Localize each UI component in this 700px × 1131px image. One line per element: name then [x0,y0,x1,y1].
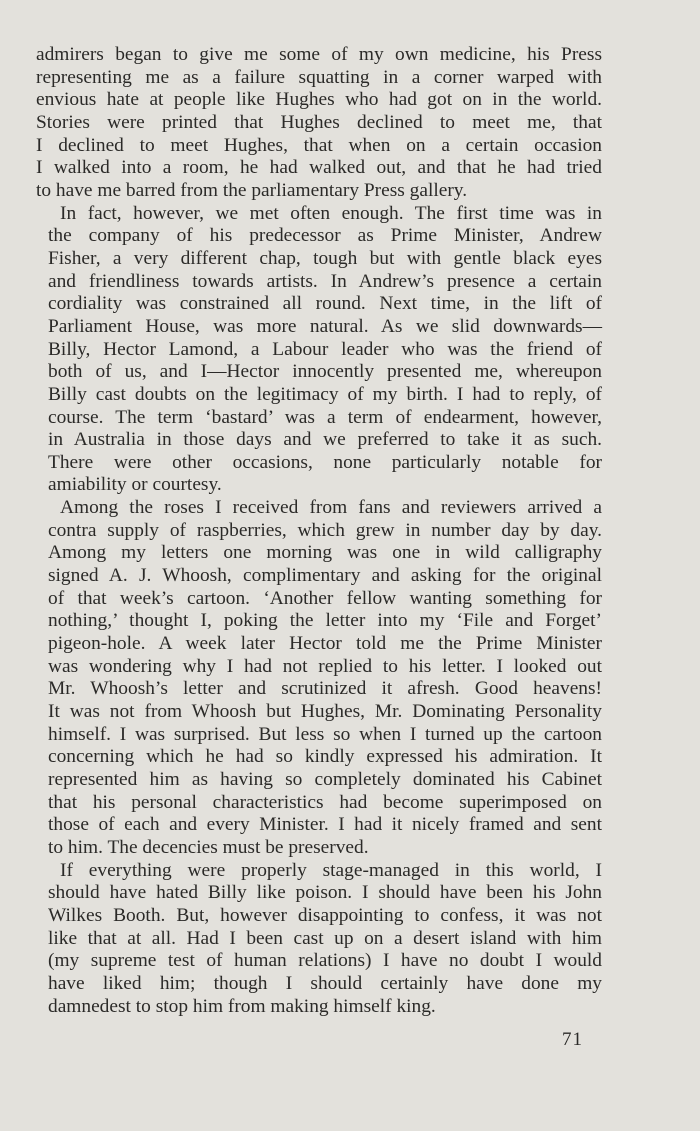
text-line: It was not from Whoosh but Hughes, Mr. Dominating Personality [48,701,602,723]
text-line: both of us, and I—Hector innocently presented me, whereupon [48,361,602,383]
text-line: the company of his predecessor as Prime Minister, Andrew [48,225,602,247]
text-line: In fact, however, we met often enough. The first time was in [60,202,602,224]
text-line: and friendliness towards artists. In Andrew’s presence a certain [48,270,602,292]
text-line: If everything were properly stage-managed in this world, I [60,859,602,881]
text-line: represented him as having so completely dominated his Cabinet [48,769,602,790]
text-line: should have hated Billy like poison. I should have been his John [48,882,602,904]
paragraph [36,203,602,498]
paragraph [36,497,602,860]
text-line: Billy cast doubts on the legitimacy of my birth. I had to reply, of [48,383,602,405]
text-line: representing me as a failure squatting in a corner warped with [36,66,602,88]
text-line: Among the roses I received from fans and reviewers arrived a [60,497,602,519]
text-line: envious hate at people like Hughes who had got on in the world. [36,89,602,111]
text-line: There were other occasions, none particularly notable for [48,451,602,473]
text-line: in Australia in those days and we preferred to take it as such. [48,429,602,451]
text-line: Parliament House, was more natural. As we slid downwards— [48,315,602,337]
text-line: Wilkes Booth. But, however disappointing to confess, it was not [48,904,602,926]
page-number: 71 [562,1029,583,1050]
text-line: concerning which he had so kindly expressed his admiration. It [48,746,602,768]
text-line: signed A. J. Whoosh, complimentary and asking for the original [48,565,602,587]
text-line: to have me barred from the parliamentary Press gallery. [36,179,468,201]
text-line: those of each and every Minister. I had it nicely framed and sent [48,814,602,836]
page-body [36,44,602,1018]
text-line: Among my letters one morning was one in wild calligraphy [48,542,602,564]
text-line: contra supply of raspberries, which grew in number day by day. [48,519,602,541]
text-line: himself. I was surprised. But less so when I turned up the cartoon [48,723,602,745]
paragraph [36,44,602,203]
text-line: to him. The decencies must be preserved. [48,836,369,858]
text-line: Stories were printed that Hughes declined to meet me, that [36,111,602,133]
text-line: Fisher, a very different chap, tough but with gentle black eyes [48,247,602,269]
text-line: Mr. Whoosh’s letter and scrutinized it afresh. Good heavens! [48,678,602,700]
text-line: I walked into a room, he had walked out, and that he had tried [36,157,602,179]
text-line: that his personal characteristics had become superimposed on [48,791,602,813]
text-line: (my supreme test of human relations) I have no doubt I would [48,950,602,972]
text-line: admirers began to give me some of my own medicine, his Press [36,44,602,65]
text-line: nothing,’ thought I, poking the letter into my ‘File and Forget’ [48,610,602,632]
text-line: damnedest to stop him from making himself king. [48,995,436,1017]
text-line: of that week’s cartoon. ‘Another fellow wanting something for [48,587,602,609]
text-line: cordiality was constrained all round. Next time, in the lift of [48,293,602,315]
text-line: amiability or courtesy. [48,474,222,496]
text-line: have liked him; though I should certainly have done my [48,972,602,994]
text-line: Billy, Hector Lamond, a Labour leader who was the friend of [48,338,602,360]
text-line: course. The term ‘bastard’ was a term of endearment, however, [48,406,602,428]
text-line: I declined to meet Hughes, that when on a certain occasion [36,134,602,156]
text-line: like that at all. Had I been cast up on a desert island with him [48,927,602,949]
text-line: was wondering why I had not replied to his letter. I looked out [48,655,602,677]
paragraph [36,860,602,1019]
text-line: pigeon-hole. A week later Hector told me the Prime Minister [48,633,602,655]
